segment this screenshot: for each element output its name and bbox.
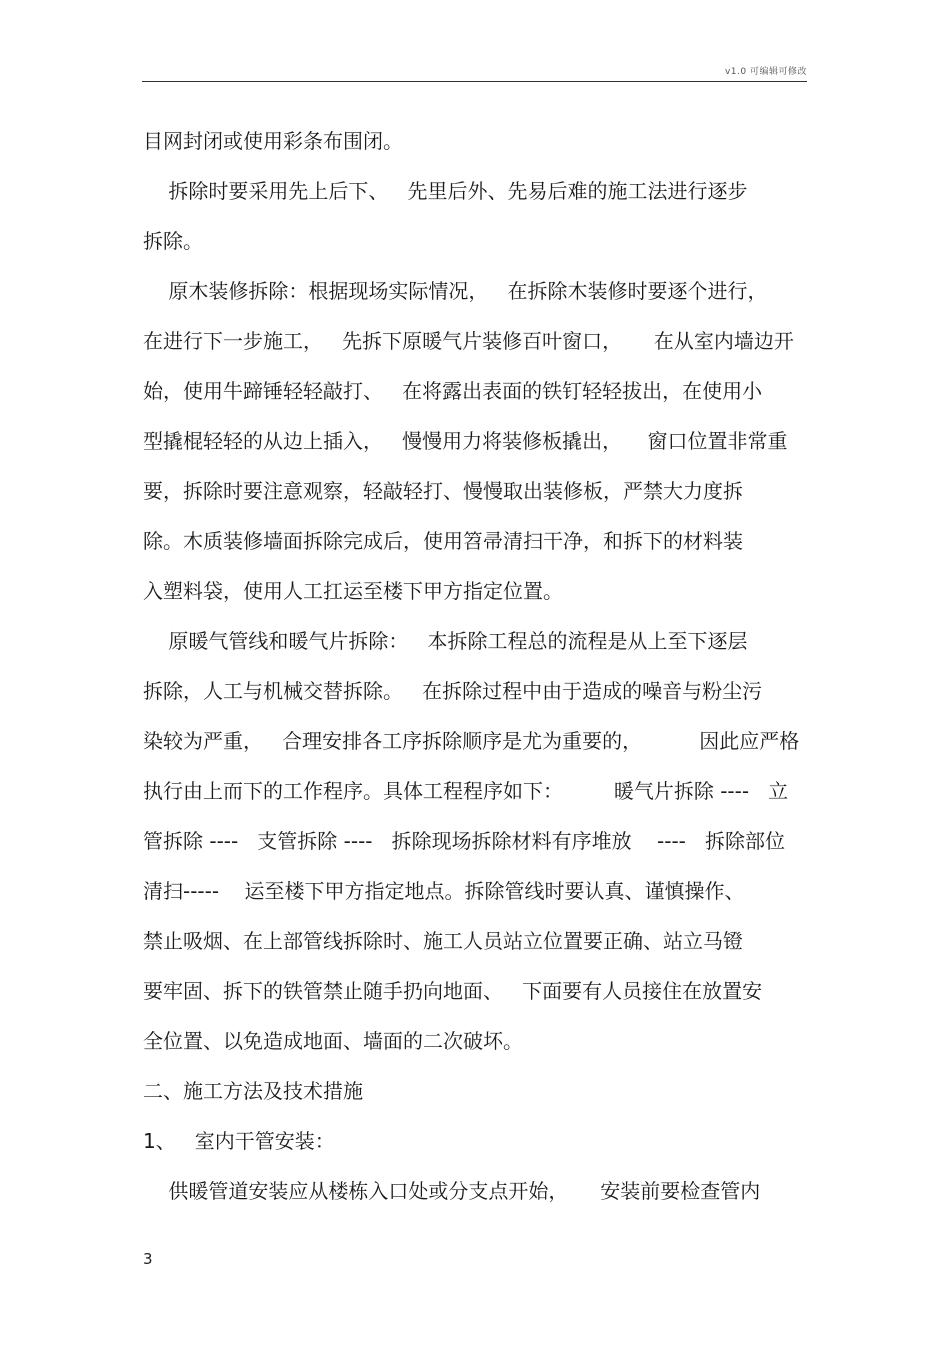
body-line: 型撬棍轻轻的从边上插入， 慢慢用力将装修板撬出， 窗口位置非常重 bbox=[143, 429, 788, 453]
body-line: 要牢固、拆下的铁管禁止随手扔向地面、 下面要有人员接住在放置安 bbox=[143, 979, 763, 1003]
body-line: 全位置、以免造成地面、墙面的二次破坏。 bbox=[143, 1029, 523, 1053]
subsection-heading: 1、 室内干管安装： bbox=[143, 1129, 335, 1153]
page-number: 3 bbox=[143, 1250, 153, 1268]
body-line: 清扫----- 运至楼下甲方指定地点。拆除管线时要认真、谨慎操作、 bbox=[143, 879, 745, 903]
body-line: 要，拆除时要注意观察，轻敲轻打、慢慢取出装修板，严禁大力度拆 bbox=[143, 479, 743, 503]
body-line: 目网封闭或使用彩条布围闭。 bbox=[143, 129, 403, 153]
body-line: 入塑料袋，使用人工扛运至楼下甲方指定位置。 bbox=[143, 579, 563, 603]
section-heading: 二、施工方法及技术措施 bbox=[143, 1079, 363, 1103]
body-line: 在进行下一步施工， 先拆下原暖气片装修百叶窗口， 在从室内墙边开 bbox=[143, 329, 794, 353]
body-line: 原暖气管线和暖气片拆除： 本拆除工程总的流程是从上至下逐层 bbox=[143, 629, 748, 653]
body-line: 供暖管道安装应从楼栋入口处或分支点开始， 安装前要检查管内 bbox=[143, 1179, 761, 1203]
body-line: 管拆除 ---- 支管拆除 ---- 拆除现场拆除材料有序堆放 ---- 拆除部位 bbox=[143, 829, 785, 853]
body-line: 始，使用牛蹄锤轻轻敲打、 在将露出表面的铁钉轻轻拔出，在使用小 bbox=[143, 379, 763, 403]
body-line: 禁止吸烟、在上部管线拆除时、施工人员站立位置要正确、站立马镫 bbox=[143, 929, 743, 953]
body-line: 执行由上而下的工作程序。具体工程程序如下： 暖气片拆除 ---- 立 bbox=[143, 779, 789, 803]
document-body bbox=[143, 118, 813, 1218]
body-line: 拆除。 bbox=[143, 229, 203, 253]
header-version-text: v1.0 可编辑可修改 bbox=[724, 67, 807, 77]
body-line: 原木装修拆除：根据现场实际情况， 在拆除木装修时要逐个进行， bbox=[143, 279, 768, 303]
body-line: 拆除时要采用先上后下、 先里后外、先易后难的施工法进行逐步 bbox=[143, 179, 748, 203]
header-divider bbox=[142, 81, 807, 82]
body-line: 拆除，人工与机械交替拆除。 在拆除过程中由于造成的噪音与粉尘污 bbox=[143, 679, 763, 703]
body-line: 除。木质装修墙面拆除完成后，使用笤帚清扫干净，和拆下的材料装 bbox=[143, 529, 743, 553]
body-line: 染较为严重， 合理安排各工序拆除顺序是尤为重要的， 因此应严格 bbox=[143, 729, 800, 753]
